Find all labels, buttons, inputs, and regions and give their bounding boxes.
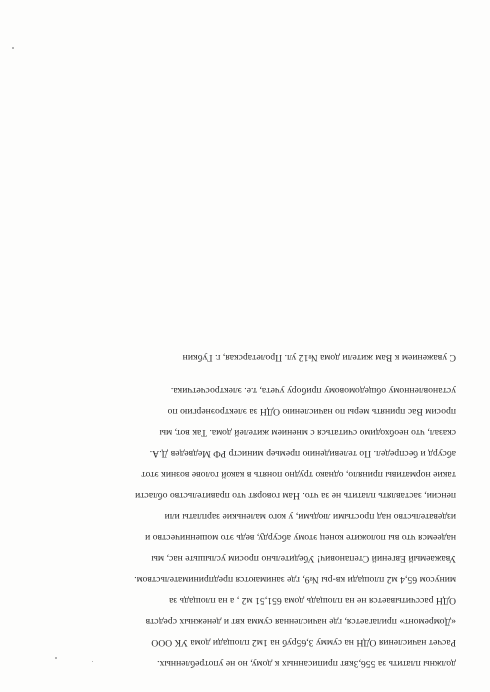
letter-line-4: ОДН рассчитывается не на площадь дома 651,51 м2 , а на площадь за bbox=[169, 595, 456, 606]
scan-speck bbox=[55, 657, 57, 659]
letter-line-5: минусом 65,4 м2 площади кв-ры №9, где занимаются предпринимательством. bbox=[134, 574, 456, 585]
letter-line-1: должны платить за 556,3квт приписанных к дому, но не употребленных. bbox=[157, 658, 456, 669]
letter-line-2: Расчет начисления ОДН на сумму 3,65руб на 1м2 площади дома УК ООО bbox=[151, 637, 456, 648]
letter-line-11: абсурд и беспредел. По телевидению премьер министр РФ Медведев Д.А. bbox=[149, 448, 456, 459]
letter-line-9: пенсии, заставлять платить не за что. Нам говорят что правительство области bbox=[135, 490, 456, 501]
letter-line-10: такие нормативы приняло, однако трудно понять в какой голове возник этот bbox=[141, 469, 456, 480]
letter-line-14: установленному общедомовому прибору учета, т.е. электросчетчика. bbox=[170, 385, 456, 396]
letter-line-6: Уважаемый Евгений Степанович! Убедительно просим услышьте нас, мы bbox=[151, 553, 456, 564]
letter-line-8: издевательство над простыми людьми, у кого маленькие зарплаты или bbox=[164, 511, 456, 522]
letter-text-block bbox=[36, 345, 456, 675]
letter-line-12: сказал, что необходимо считаться с мнением жителей дома. Так вот, мы bbox=[159, 427, 456, 438]
scan-speck bbox=[92, 661, 93, 662]
scan-speck bbox=[12, 47, 14, 49]
letter-line-3: «Домремонт» прилагается, где начисленная сумма квт и денежных средств bbox=[145, 616, 456, 627]
letter-signature-line: С уважением к Вам жители дома №12 ул. Пролетарская, г. Губкин bbox=[182, 352, 456, 363]
letter-line-7: надеемся что вы положите конец этому абсурду, ведь это мошенничество и bbox=[145, 532, 456, 543]
letter-line-13: просим Вас принять меры по начислению ОДН за электроэнергию по bbox=[167, 406, 456, 417]
